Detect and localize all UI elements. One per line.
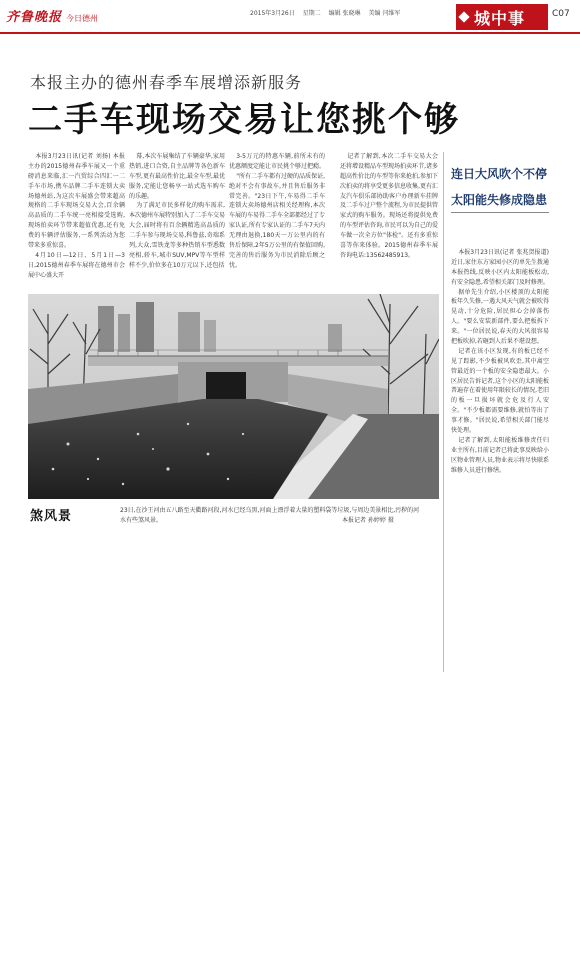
column-divider [443, 152, 444, 672]
issue-weekday: 星期二 [302, 10, 321, 17]
issue-meta [250, 8, 406, 17]
river-scene-illustration [28, 294, 439, 499]
masthead [6, 6, 106, 24]
paragraph: 幕,本次车展集结了车辆豪华,家用热销,进口合资,自主品牌等各色新车车型,更有最高性价比,最全车型,最优服务,定能让您畅享一站式选车购车的乐趣。 [129, 153, 225, 200]
article-column-2 [129, 152, 225, 271]
paragraph: 记者了解到,本次二手车交易大会还将增设精品车型现场拍卖环节,诸多超高性价比的车型等你来抢拍,参加下次拍卖的将享受更多信息收集,更有汇友汽车俱乐部协助客户办理新车挂牌及二手车过户整个流程,为市民提供管家式的购车服务。现场还将提供免费的车型评估咨询,市民可以为自己的爱车做一次全方位"体检"。还有多重惊喜等你来体验。2015德州春季车展咨询电话:13562485913。 [340, 153, 438, 259]
page-number: C07 [552, 9, 570, 19]
photo-tag: 煞风景 [30, 509, 73, 524]
section-name: 城中事 [474, 9, 526, 28]
paragraph: 本报3月23日讯(记者 张兆贺报道) 近日,家住东方家园小区的单先生拨通本报热线,反映小区内太阳能板松动,有安全隐患,希望相关部门及时修理。 [451, 249, 549, 286]
section-banner [456, 4, 548, 30]
news-photo [28, 294, 439, 499]
editor-credit: 编辑 张晓琳 [328, 10, 361, 17]
article-headline: 二手车现场交易让您挑个够 [28, 100, 460, 140]
photo-credit: 本报记者 孙婷婷 摄 [342, 517, 394, 524]
article-column-3 [229, 152, 325, 271]
header-rule [0, 32, 580, 34]
sidebar-subheadline: 太阳能失修成隐患 [451, 193, 548, 207]
article-kicker: 本报主办的德州春季车展增添新服务 [30, 73, 303, 92]
diamond-icon [458, 11, 469, 22]
article-column-1 [28, 152, 125, 281]
photo-caption: 23日,在沙王河由五八路至天衢路河段,河水已经乌黑,河面上漂浮着大量的塑料袋等垃圾,与周边美景相比,污秽的河水有些煞风景。 [120, 507, 420, 524]
paragraph: 记者了解到,太阳能板维修责任归业主所有,目前记者已将此事反映给小区物业管理人员,物业表示将尽快联系维修人员进行修缮。 [451, 436, 549, 474]
edition-label: 今日德州 [66, 14, 99, 23]
issue-date: 2015年3月26日 [250, 10, 295, 17]
paragraph: "所有二手车都有过硬的品质保证,绝对不会有事故车,并且售后服务非常完善。"23日下午,车易得二手车连锁大卖场德州店相关经理称,本次车展的车易得二手车全部都经过了专家认证,所有专家认证的二手车7天内无理由退换,180天一万公里内的有售后保障,2年5万公里的有保值回购,完善的售后服务为市民消除后顾之忧。 [229, 172, 326, 269]
paragraph: 4月10日—12日、5月1日—3日,2015德州春季车展将在德州市会展中心盛大开 [28, 251, 125, 279]
paragraph: 为了满足市民多样化的购车需求,本次德州车展特别加入了二手车交易大会,届时将有百余辆精选高品质的二手车参与现场交易,科鲁兹,奇瑞系列,大众,雪铁龙等多种热销车型悉数亮相,轿车,城市SUV,MPV等车型样样不少,价位多在10万元以下,还包括 [129, 202, 226, 269]
newspaper-logo: 齐鲁晚报 [6, 10, 63, 25]
article-column-4 [340, 152, 438, 261]
designer-credit: 美编 闫维军 [368, 10, 401, 17]
paragraph: 本报3月23日讯(记者 刘扬) 本报主办的2015德州春季车展又一个重磅消息来临,汇一汽贸综合四汇一二手车市场,携车品牌二手车连锁大卖场德州站,为这次车展盛会带来超高规格的二手车现场交易大会,百余辆高品质的二手车统一亮相接受选购,现场拍卖环节带来超值优惠,还有免费的车辆评估服务,一系列活动为您带来多重惊喜。 [28, 153, 125, 250]
sidebar-headline: 连日大风吹个不停 [451, 167, 548, 181]
paragraph: 据单先生介绍,小区楼顶的太阳能板年久失修,一遇大风天气就会被吹得晃动,十分危险,居民担心会掉落伤人。"要么安装新部件,要么把板拆下来。"一位居民说,春天的大风很容易把板吹掉,若砸到人后果不堪设想。 [451, 288, 549, 346]
sidebar-rule [451, 212, 549, 213]
sidebar-body [451, 248, 549, 475]
paragraph: 3-5万元的特惠车辆,前所未有的优惠额度定能让市民挑个够过把瘾。 [229, 153, 326, 170]
paragraph: 记者在该小区发现,有的板已经不见了踪影,不少板被风吹歪,其中离空管最近的一个板的安全隐患最大。小区居民告诉记者,这个小区的太阳能板普遍存在着使用年限较长的情况,老旧的板一旦损坏就会危及行人安全。"不少板都需要维修,就怕等出了事才修。"居民说,希望相关部门能尽快处理。 [451, 347, 549, 435]
